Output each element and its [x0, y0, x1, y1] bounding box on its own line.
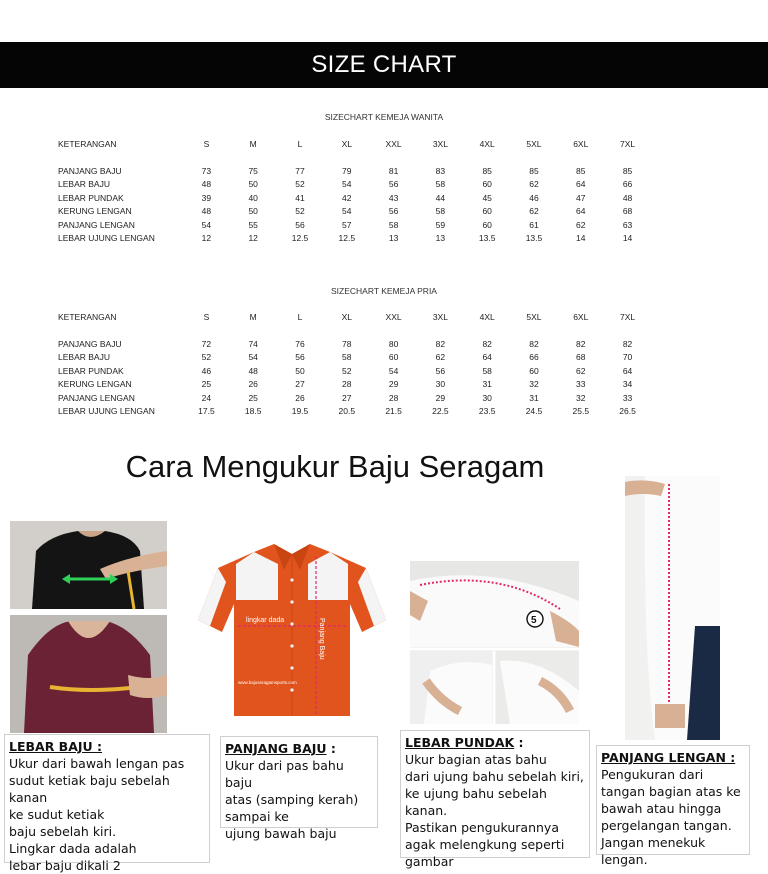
table-cell: 70	[622, 352, 633, 363]
table-cell: 66	[622, 179, 633, 190]
column-header-label: KETERANGAN	[58, 312, 117, 323]
card-panjang-lengan	[596, 745, 750, 867]
guide-title: Cara Mengukur Baju Seragam	[125, 449, 545, 484]
row-label: LEBAR UJUNG LENGAN	[58, 233, 155, 244]
table-cell: 85	[622, 166, 633, 176]
table-cell: 78	[342, 339, 352, 349]
card-body: Ukur bagian atas bahu dari ujung bahu sebelah kiri, ke ujung bahu sebelah kanan. Pastikan pengukurannya agak melengkung seperti gambar	[405, 752, 584, 869]
women-size-table	[58, 138, 651, 245]
table-cell: 48	[201, 179, 212, 190]
table-cell: 60	[482, 179, 492, 190]
table-cell: 41	[295, 192, 305, 203]
table-cell: 31	[482, 379, 492, 390]
table-cell: 47	[576, 192, 586, 203]
card-lebar-baju	[4, 734, 210, 873]
table-cell: 29	[388, 379, 399, 390]
table-cell: 52	[295, 179, 305, 190]
table-cell: 20.5	[338, 406, 356, 417]
table-header-row	[58, 311, 651, 325]
table-cell: 25	[201, 379, 212, 390]
table-row	[58, 392, 651, 405]
table-cell: 22.5	[432, 406, 449, 417]
table-cell: 30	[482, 392, 492, 403]
table-cell: 17.5	[198, 406, 215, 417]
table-cell: 85	[576, 166, 586, 176]
column-header-size: S	[203, 139, 210, 150]
card-heading-suffix: :	[514, 735, 524, 750]
table-cell: 56	[388, 206, 399, 217]
row-label: KERUNG LENGAN	[58, 206, 132, 217]
table-cell: 12.5	[338, 233, 356, 244]
table-cell: 52	[342, 365, 352, 376]
table-cell: 76	[295, 339, 305, 349]
table-cell: 56	[295, 352, 305, 363]
table-cell: 73	[201, 166, 212, 176]
table-cell: 66	[529, 352, 539, 363]
men-size-table	[58, 311, 651, 418]
column-header-size: XXL	[385, 139, 402, 150]
column-header-size: 4XL	[479, 312, 495, 323]
table-cell: 32	[529, 379, 539, 390]
table-cell: 83	[435, 166, 446, 176]
table-cell: 48	[622, 192, 633, 203]
table-row	[58, 165, 651, 178]
table-cell: 62	[435, 352, 446, 363]
column-header-size: 5XL	[526, 312, 542, 323]
table-row	[58, 232, 651, 245]
table-cell: 56	[388, 179, 399, 190]
row-label: KERUNG LENGAN	[58, 379, 132, 390]
table-cell: 54	[342, 206, 352, 217]
table-cell: 56	[435, 365, 446, 376]
table-row	[58, 351, 651, 364]
table-cell: 60	[388, 352, 399, 363]
table-cell: 46	[201, 365, 212, 376]
table-cell: 29	[435, 392, 446, 403]
table-cell: 55	[248, 219, 258, 230]
column-header-size: L	[297, 312, 303, 323]
card-panjang-baju	[220, 736, 378, 841]
row-label: LEBAR BAJU	[58, 179, 110, 190]
chest-label: lingkar dada	[246, 617, 285, 624]
table-cell: 43	[388, 192, 399, 203]
table-row	[58, 192, 651, 205]
table-cell: 25.5	[572, 406, 590, 417]
table-cell: 48	[201, 206, 212, 217]
table-cell: 60	[482, 206, 492, 217]
women-table-title: SIZECHART KEMEJA WANITA	[324, 112, 444, 122]
table-cell: 79	[342, 166, 352, 176]
table-cell: 58	[435, 179, 446, 190]
sleeve-measure-photo	[625, 476, 720, 740]
table-cell: 27	[342, 392, 352, 403]
card-body: Ukur dari pas bahu baju atas (samping kerah) sampai ke ujung bawah baju	[225, 758, 359, 841]
table-cell: 62	[529, 206, 539, 217]
card-heading-suffix: :	[326, 741, 336, 756]
table-cell: 34	[622, 379, 633, 390]
table-cell: 12	[248, 233, 258, 244]
column-header-label: KETERANGAN	[58, 139, 117, 150]
row-label: PANJANG LENGAN	[58, 392, 135, 403]
men-table-title: SIZECHART KEMEJA PRIA	[331, 286, 437, 296]
website-label: www.bajuseragamsports.com	[238, 680, 297, 685]
table-cell: 50	[248, 179, 258, 190]
length-label: Panjang Baju	[318, 618, 325, 660]
table-row	[58, 219, 651, 232]
table-spacer	[58, 325, 651, 338]
table-cell: 21.5	[385, 406, 402, 417]
table-cell: 39	[201, 192, 212, 203]
table-cell: 19.5	[291, 406, 309, 417]
column-header-size: 7XL	[620, 312, 636, 323]
column-header-size: 6XL	[573, 139, 589, 150]
table-cell: 24	[201, 392, 212, 403]
table-row	[58, 378, 651, 391]
table-cell: 13	[388, 233, 399, 244]
table-cell: 30	[435, 379, 446, 390]
table-cell: 82	[529, 339, 539, 349]
table-row	[58, 178, 651, 191]
column-header-size: 4XL	[479, 139, 495, 150]
table-cell: 62	[576, 365, 586, 376]
page-title: SIZE CHART	[311, 51, 457, 78]
card-heading: PANJANG BAJU	[225, 741, 327, 756]
table-cell: 31	[529, 392, 539, 403]
size-chart-banner	[0, 42, 768, 88]
table-cell: 58	[435, 206, 446, 217]
column-header-size: 5XL	[526, 139, 542, 150]
column-header-size: 7XL	[620, 139, 636, 150]
table-row	[58, 365, 651, 378]
column-header-size: 6XL	[573, 312, 589, 323]
table-cell: 28	[388, 392, 399, 403]
table-cell: 50	[295, 365, 305, 376]
table-cell: 42	[342, 192, 352, 203]
table-cell: 82	[622, 339, 633, 349]
table-cell: 32	[576, 392, 586, 403]
table-cell: 74	[248, 339, 258, 349]
table-cell: 64	[482, 352, 492, 363]
table-cell: 12	[201, 233, 212, 244]
table-cell: 14	[622, 233, 633, 244]
column-header-size: L	[297, 139, 303, 150]
table-cell: 57	[342, 219, 352, 230]
shoulder-measure-photo	[410, 561, 579, 724]
row-label: LEBAR PUNDAK	[58, 365, 124, 376]
table-cell: 13	[435, 233, 446, 244]
table-cell: 81	[388, 166, 399, 176]
column-header-size: 3XL	[432, 312, 448, 323]
table-row	[58, 205, 651, 218]
table-cell: 60	[482, 219, 492, 230]
table-cell: 52	[201, 352, 212, 363]
table-cell: 77	[295, 166, 305, 176]
table-cell: 14	[576, 233, 586, 244]
card-body: Pengukuran dari tangan bagian atas ke bawah atau hingga pergelangan tangan. Jangan menekuk lengan.	[601, 767, 741, 867]
table-cell: 59	[435, 219, 446, 230]
table-cell: 13.5	[478, 233, 496, 244]
table-cell: 58	[482, 365, 492, 376]
table-cell: 28	[342, 379, 352, 390]
table-row	[58, 338, 651, 351]
table-cell: 82	[576, 339, 586, 349]
row-label: PANJANG LENGAN	[58, 219, 135, 230]
table-cell: 48	[248, 365, 258, 376]
table-header-row	[58, 138, 651, 152]
chest-measure-photo	[10, 521, 167, 609]
table-cell: 62	[529, 179, 539, 190]
column-header-size: M	[249, 139, 257, 150]
table-cell: 82	[482, 339, 492, 349]
table-cell: 18.5	[244, 406, 262, 417]
table-cell: 50	[248, 206, 258, 217]
table-cell: 54	[201, 219, 212, 230]
column-header-size: XL	[341, 139, 352, 150]
table-cell: 24.5	[525, 406, 543, 417]
table-cell: 46	[529, 192, 539, 203]
column-header-size: XL	[341, 312, 352, 323]
table-cell: 54	[342, 179, 352, 190]
card-body: Ukur dari bawah lengan pas sudut ketiak baju sebelah kanan ke sudut ketiak baju sebelah kiri. Lingkar dada adalah lebar baju dikali 2	[9, 756, 185, 873]
column-header-size: M	[249, 312, 257, 323]
column-header-size: XXL	[385, 312, 402, 323]
column-header-size: 3XL	[432, 139, 448, 150]
table-cell: 40	[248, 192, 258, 203]
table-cell: 75	[248, 166, 258, 176]
table-cell: 68	[622, 206, 633, 217]
card-heading: LEBAR BAJU :	[9, 739, 103, 754]
card-lebar-pundak	[400, 730, 590, 869]
chest-circumference-photo	[10, 615, 167, 733]
table-cell: 80	[388, 339, 399, 349]
row-label: LEBAR PUNDAK	[58, 192, 124, 203]
table-cell: 54	[248, 352, 258, 363]
table-cell: 56	[295, 219, 305, 230]
table-row	[58, 405, 651, 418]
table-cell: 64	[576, 179, 586, 190]
table-cell: 13.5	[525, 233, 543, 244]
row-label: PANJANG BAJU	[58, 339, 122, 349]
table-cell: 12.5	[291, 233, 309, 244]
table-cell: 68	[576, 352, 586, 363]
table-cell: 45	[482, 192, 492, 203]
table-cell: 44	[435, 192, 446, 203]
table-cell: 60	[529, 365, 539, 376]
column-header-size: S	[203, 312, 210, 323]
table-cell: 25	[248, 392, 258, 403]
shoulder-marker: 5	[531, 615, 537, 626]
table-cell: 54	[388, 365, 399, 376]
table-cell: 63	[622, 219, 633, 230]
table-cell: 58	[388, 219, 399, 230]
table-cell: 72	[201, 339, 212, 349]
table-cell: 33	[622, 392, 633, 403]
table-cell: 64	[576, 206, 586, 217]
table-cell: 64	[622, 365, 633, 376]
table-cell: 85	[482, 166, 492, 176]
table-cell: 58	[342, 352, 352, 363]
table-cell: 26	[295, 392, 305, 403]
table-cell: 33	[576, 379, 586, 390]
shirt-illustration	[196, 540, 388, 720]
table-cell: 26	[248, 379, 258, 390]
table-spacer	[58, 152, 651, 165]
table-cell: 82	[435, 339, 446, 349]
table-cell: 26.5	[619, 406, 636, 417]
table-cell: 23.5	[478, 406, 496, 417]
card-heading: PANJANG LENGAN :	[601, 750, 736, 765]
row-label: LEBAR BAJU	[58, 352, 110, 363]
table-cell: 85	[529, 166, 539, 176]
row-label: PANJANG BAJU	[58, 166, 122, 176]
table-cell: 27	[295, 379, 305, 390]
table-cell: 62	[576, 219, 586, 230]
table-cell: 52	[295, 206, 305, 217]
card-heading: LEBAR PUNDAK	[405, 735, 515, 750]
table-cell: 61	[529, 219, 539, 230]
row-label: LEBAR UJUNG LENGAN	[58, 406, 155, 417]
